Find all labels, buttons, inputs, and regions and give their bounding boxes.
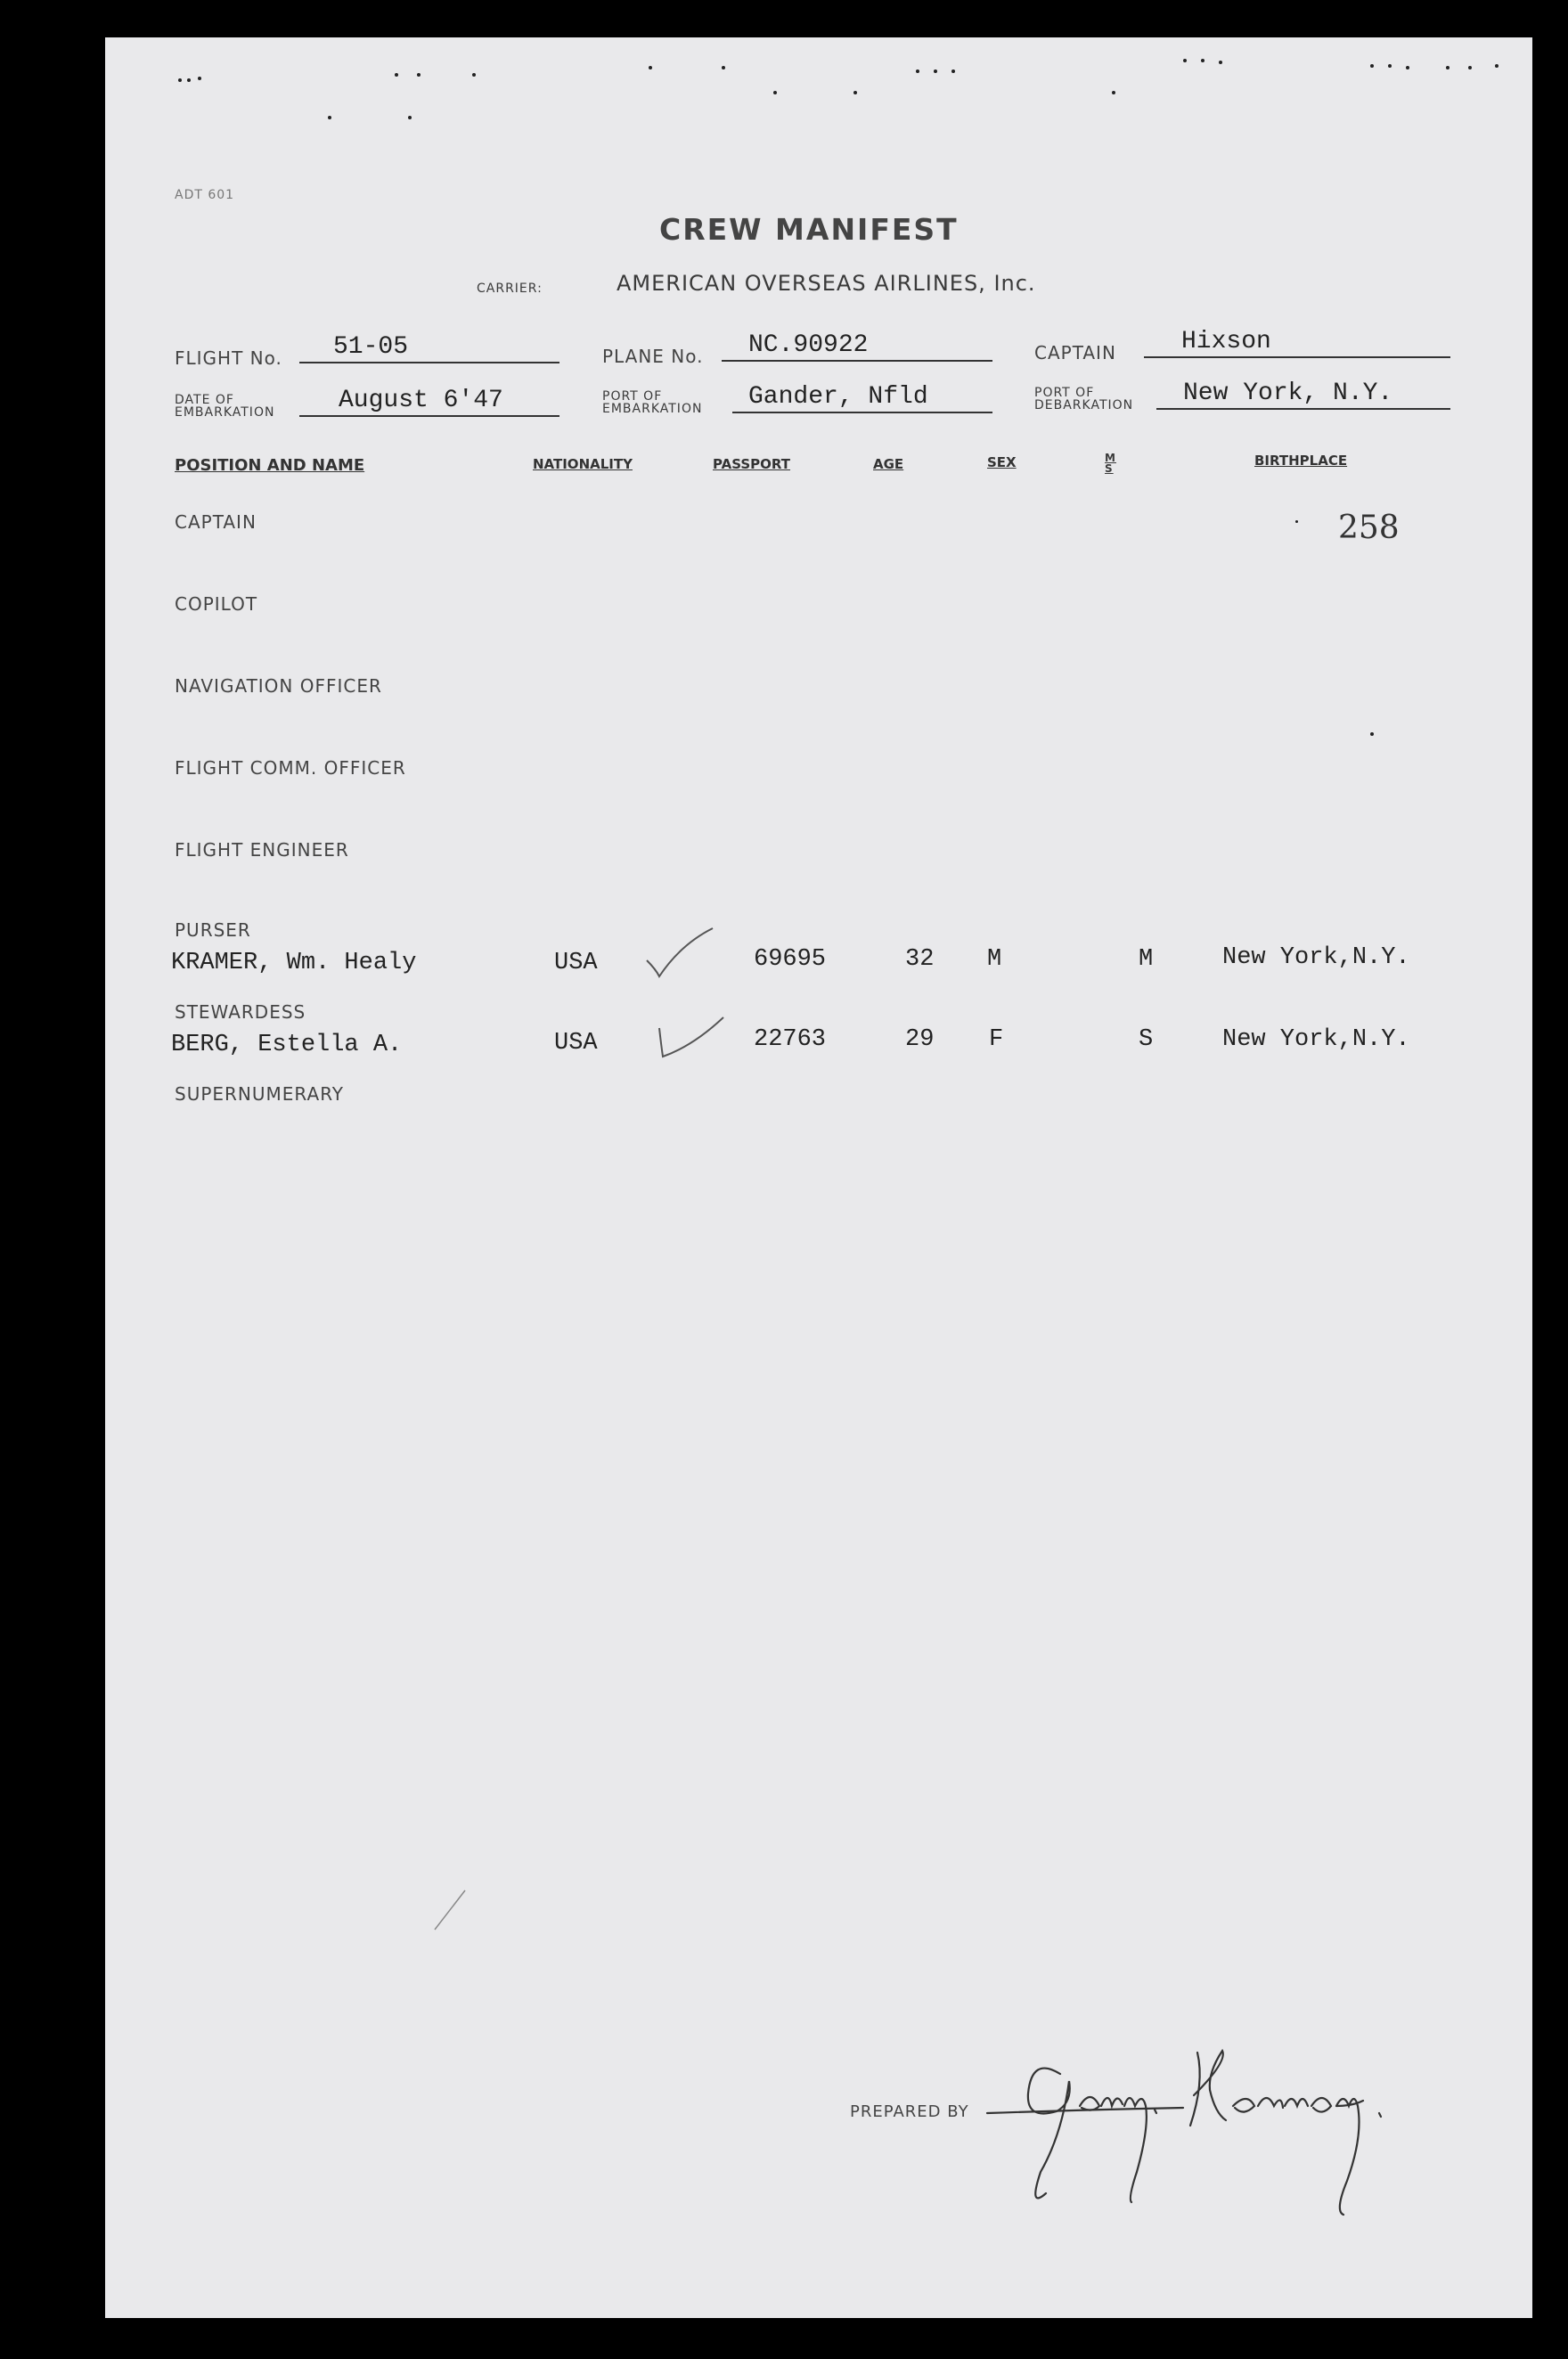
captain-value: Hixson (1181, 328, 1271, 355)
speck-mark (187, 78, 191, 82)
speck-mark (395, 73, 398, 77)
form-code: ADT 601 (175, 188, 235, 202)
col-sex: SEX (987, 454, 1017, 470)
speck-mark (1406, 66, 1409, 69)
position-stewardess: STEWARDESS (175, 1001, 306, 1023)
speck-mark (1112, 91, 1115, 94)
checkmark-icon (657, 1016, 729, 1060)
crew-passport: 69695 (754, 946, 827, 973)
position-purser: PURSER (175, 919, 251, 941)
captain-line (1144, 356, 1450, 358)
speck-mark (178, 78, 182, 82)
col-marital: M S (1105, 452, 1116, 475)
speck-mark (1370, 732, 1374, 736)
embark-port-line (732, 412, 992, 413)
crew-name: BERG, Estella A. (171, 1032, 403, 1058)
col-position: POSITION AND NAME (175, 456, 365, 475)
crew-age: 32 (905, 946, 935, 973)
speck-mark (1295, 520, 1298, 523)
speck-mark (951, 69, 955, 73)
col-birthplace: BIRTHPLACE (1254, 453, 1348, 469)
speck-mark (1201, 59, 1205, 62)
crew-sex: M (987, 946, 1002, 973)
speck-mark (417, 73, 421, 77)
speck-mark (1468, 66, 1472, 69)
carrier-name: AMERICAN OVERSEAS AIRLINES, Inc. (617, 271, 1036, 296)
crew-nationality: USA (554, 950, 598, 976)
crew-marital: S (1139, 1026, 1154, 1053)
crew-age: 29 (905, 1026, 935, 1053)
embark-date-label: DATE OF EMBARKATION (175, 393, 275, 420)
col-passport: PASSPORT (713, 456, 791, 472)
position-flight-engineer: FLIGHT ENGINEER (175, 839, 349, 861)
plane-no-value: NC.90922 (748, 331, 869, 359)
flight-no-line (299, 362, 559, 363)
checkmark-icon (645, 926, 716, 980)
captain-field-label: CAPTAIN (1034, 342, 1116, 363)
debark-port-value: New York, N.Y. (1183, 380, 1393, 407)
plane-no-label: PLANE No. (602, 346, 704, 367)
speck-mark (773, 91, 777, 94)
speck-mark (1388, 64, 1392, 68)
prepared-by-label: PREPARED BY (850, 2102, 969, 2121)
speck-mark (472, 73, 476, 77)
manifest-page (105, 37, 1532, 2318)
speck-mark (1495, 64, 1499, 68)
page-number: 258 (1338, 510, 1400, 546)
speck-mark (1370, 64, 1374, 68)
embark-port-label: PORT OF EMBARKATION (602, 389, 703, 416)
speck-mark (853, 91, 857, 94)
carrier-label: CARRIER: (477, 282, 543, 296)
speck-mark (408, 116, 412, 119)
position-navigation-officer: NAVIGATION OFFICER (175, 675, 382, 697)
speck-mark (328, 116, 331, 119)
speck-mark (198, 77, 201, 80)
crew-name: KRAMER, Wm. Healy (171, 950, 417, 976)
speck-mark (916, 69, 919, 73)
speck-mark (1219, 61, 1222, 64)
speck-mark (1446, 66, 1450, 69)
plane-no-line (722, 360, 992, 362)
page-title: CREW MANIFEST (659, 212, 959, 247)
position-supernumerary: SUPERNUMERARY (175, 1083, 345, 1105)
debark-port-line (1156, 408, 1450, 410)
flight-no-value: 51-05 (333, 333, 409, 361)
speck-mark (1183, 59, 1187, 62)
stray-pen-mark (433, 1889, 469, 1933)
position-copilot: COPILOT (175, 593, 258, 615)
crew-passport: 22763 (754, 1026, 827, 1053)
speck-mark (934, 69, 937, 73)
crew-marital: M (1139, 946, 1154, 973)
col-age: AGE (873, 456, 904, 472)
embark-date-line (299, 415, 559, 417)
col-nationality: NATIONALITY (533, 456, 633, 472)
speck-mark (722, 66, 725, 69)
crew-sex: F (989, 1026, 1004, 1053)
debark-port-label: PORT OF DEBARKATION (1034, 386, 1134, 412)
position-captain: CAPTAIN (175, 511, 257, 533)
speck-mark (649, 66, 652, 69)
signature (987, 2020, 1539, 2234)
flight-no-label: FLIGHT No. (175, 347, 282, 369)
position-comm-officer: FLIGHT COMM. OFFICER (175, 757, 406, 779)
crew-birthplace: New York,N.Y. (1222, 944, 1410, 971)
embark-port-value: Gander, Nfld (748, 383, 928, 411)
crew-birthplace: New York,N.Y. (1222, 1026, 1410, 1053)
embark-date-value: August 6'47 (339, 387, 503, 414)
crew-nationality: USA (554, 1030, 598, 1057)
